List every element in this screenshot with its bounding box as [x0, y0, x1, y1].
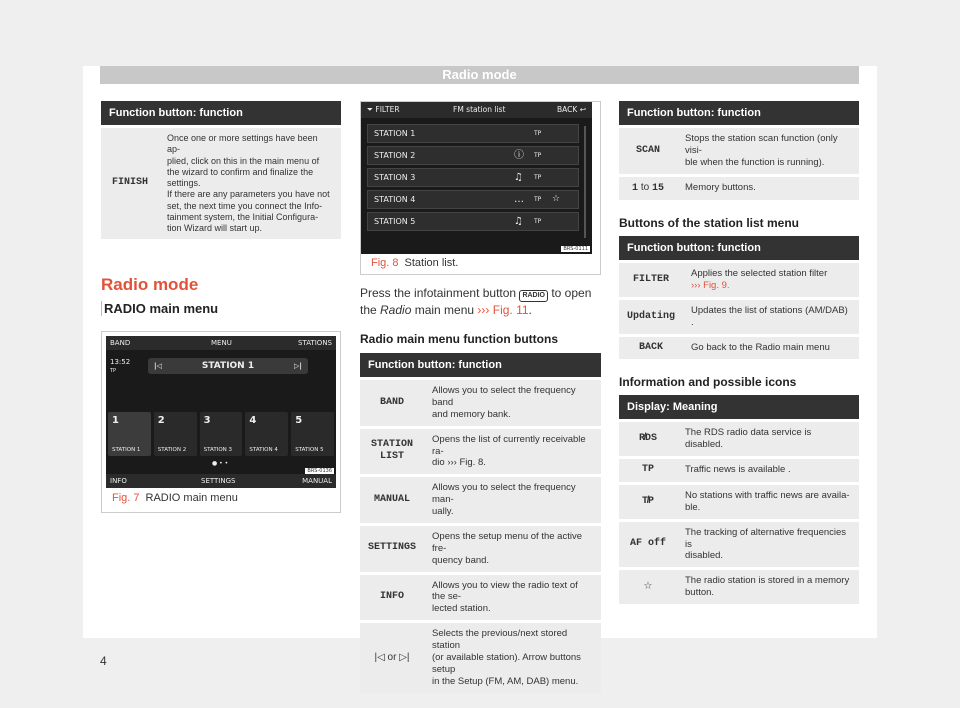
subsection-title: RADIO main menu — [101, 301, 341, 316]
table-key: Updating — [619, 298, 683, 335]
preset-button[interactable] — [200, 412, 243, 456]
table-key: BAND — [360, 379, 424, 428]
table-key: STATION LIST — [360, 427, 424, 476]
table-row — [619, 421, 859, 458]
section-title: Radio mode — [101, 275, 199, 295]
station-list-item[interactable] — [367, 146, 579, 165]
finish-table — [101, 101, 341, 239]
figure-label: Fig. 7 — [112, 492, 140, 504]
preset-label: STATION 3 — [203, 447, 233, 453]
table-row — [619, 335, 859, 359]
station-list — [367, 124, 579, 234]
table-header: Function button: function — [619, 236, 859, 262]
preset-row — [108, 412, 334, 456]
tp-label: TP — [534, 130, 542, 137]
station-list-item[interactable] — [367, 190, 579, 209]
figure-caption: Fig. 7 RADIO main menu — [112, 492, 238, 504]
subheading: Buttons of the station list menu — [619, 216, 799, 231]
station-display — [148, 358, 308, 374]
table-key: BACK — [619, 335, 683, 359]
skip-forward-icon: ▷| — [399, 651, 410, 663]
table-row — [619, 298, 859, 335]
table-row — [360, 427, 601, 476]
table-desc: Opens the setup menu of the active fre- quency band. — [424, 524, 601, 573]
table-desc: Once one or more settings have been ap- plied, click on this in the main menu of the wizard to confirm and finalize the settings. If there are any parameters you have not set, the next time you connect the Info- tainment system, the Initial Configura- tion Wizard will start up. — [159, 127, 341, 240]
preset-number: 1 — [112, 415, 119, 426]
table-desc: The tracking of alternative frequencies is disabled. — [677, 520, 859, 569]
tp-label: TP — [534, 152, 542, 159]
station-list-buttons-table — [619, 236, 859, 359]
table-desc: Go back to the Radio main menu — [683, 335, 859, 359]
preset-label: STATION 2 — [157, 447, 187, 453]
table-key — [619, 569, 677, 604]
figure-ref[interactable]: ››› Fig. 11 — [477, 303, 529, 317]
column-3 — [619, 101, 859, 604]
info-button[interactable]: INFO — [110, 477, 127, 485]
table-header: Function button: function — [101, 101, 341, 127]
table-row — [619, 520, 859, 569]
table-desc: Memory buttons. — [677, 175, 859, 200]
figure-code: BRS-0111 — [563, 246, 588, 252]
station-name: STATION 5 — [374, 217, 416, 226]
band-button[interactable]: BAND — [110, 339, 131, 347]
table-row — [619, 457, 859, 483]
table-row — [619, 569, 859, 604]
table-desc: No stations with traffic news are availa- ble. — [677, 483, 859, 520]
text-icon: … — [514, 194, 524, 205]
tp-indicator: TP — [110, 368, 117, 374]
scan-table — [619, 101, 859, 200]
table-row — [360, 573, 601, 622]
table-key: SETTINGS — [360, 524, 424, 573]
list-title: FM station list — [453, 105, 506, 114]
star-icon: ☆ — [643, 578, 653, 595]
table-key: SCAN — [619, 127, 677, 176]
table-header: Function button: function — [360, 353, 601, 379]
table-row — [619, 127, 859, 176]
rds-crossed-icon: R̸DS — [638, 432, 657, 444]
music-note-icon: ♫ — [514, 216, 523, 227]
column-2 — [360, 353, 601, 693]
tp-crossed-icon: T̸P — [641, 495, 654, 507]
station-name: STATION 4 — [374, 195, 416, 204]
table-desc: Traffic news is available . — [677, 457, 859, 483]
table-header: Display: Meaning — [619, 395, 859, 421]
table-desc: Updates the list of stations (AM/DAB) . — [683, 298, 859, 335]
music-note-icon: ♫ — [514, 172, 523, 183]
table-row — [360, 476, 601, 525]
page-dots: ● • • — [212, 460, 229, 467]
running-header: Radio mode — [100, 66, 859, 84]
column-1 — [101, 101, 341, 316]
next-station-icon[interactable]: ▷| — [294, 362, 302, 370]
subheading: Information and possible icons — [619, 375, 797, 390]
preset-number: 5 — [295, 415, 303, 426]
radio-key-icon: RADIO — [519, 290, 548, 302]
station-list-item[interactable] — [367, 124, 579, 143]
table-row — [101, 127, 341, 240]
back-arrow-icon: ↩ — [579, 105, 586, 114]
skip-back-icon: |◁ — [374, 651, 385, 663]
radio-main-menu-screen — [106, 336, 336, 488]
preset-button[interactable] — [291, 412, 334, 456]
station-name: STATION 1 — [374, 129, 416, 138]
table-desc: Allows you to select the frequency man- ually. — [424, 476, 601, 525]
stations-button[interactable]: STATIONS — [298, 339, 332, 347]
table-key: 1 to 15 — [619, 175, 677, 200]
table-desc: Opens the list of currently receivable ra- dio ››› Fig. 8. — [424, 427, 601, 476]
station-name: STATION 2 — [374, 151, 416, 160]
table-key: FILTER — [619, 262, 683, 299]
station-list-item[interactable] — [367, 168, 579, 187]
station-title: STATION 1 — [201, 361, 255, 371]
table-row — [360, 379, 601, 428]
table-row — [619, 483, 859, 520]
tp-label: TP — [534, 218, 542, 225]
back-button[interactable]: BACK ↩ — [557, 105, 586, 114]
table-header: Function button: function — [619, 101, 859, 127]
scrollbar[interactable] — [584, 126, 586, 238]
table-key: FINISH — [101, 127, 159, 240]
table-desc: Stops the station scan function (only visi- ble when the function is running). — [677, 127, 859, 176]
table-key: |◁ or ▷| — [360, 622, 424, 693]
filter-button[interactable]: ⏷ FILTER — [367, 105, 400, 114]
radio-buttons-table — [360, 353, 601, 693]
prev-station-icon[interactable]: |◁ — [154, 362, 162, 370]
station-list-item[interactable] — [367, 212, 579, 231]
clock: 13:52 — [110, 358, 131, 366]
station-name: STATION 3 — [374, 173, 416, 182]
table-desc: Applies the selected station filter ››› Fig. 9. — [683, 262, 859, 299]
menu-button[interactable]: MENU — [211, 339, 232, 347]
table-row — [619, 175, 859, 200]
station-list-screen — [361, 102, 592, 254]
preset-number: 2 — [157, 415, 165, 426]
table-desc: The RDS radio data service is disabled. — [677, 421, 859, 458]
table-key: TP — [619, 457, 677, 483]
figure-label: Fig. 8 — [371, 257, 399, 269]
manual-button[interactable]: MANUAL — [302, 477, 332, 485]
filter-icon: ⏷ — [367, 105, 373, 114]
tp-label: TP — [534, 174, 542, 181]
page-number: 4 — [100, 654, 107, 668]
preset-number: 3 — [203, 415, 211, 426]
table-key: INFO — [360, 573, 424, 622]
table-key: MANUAL — [360, 476, 424, 525]
tp-label: TP — [534, 196, 542, 203]
preset-label: STATION 4 — [249, 447, 278, 453]
subheading: Radio main menu function buttons — [360, 332, 558, 346]
table-row — [360, 524, 601, 573]
table-key: AF off — [619, 520, 677, 569]
preset-button[interactable] — [108, 412, 151, 456]
star-icon[interactable]: ☆ — [552, 194, 561, 204]
info-icon: ⓘ — [514, 150, 524, 161]
figure-8 — [360, 101, 601, 275]
preset-number: 4 — [249, 415, 257, 426]
intro-paragraph: Press the infotainment button RADIO to open the Radio main menu ››› Fig. 11. — [360, 286, 592, 317]
figure-caption: Fig. 8 Station list. — [371, 257, 459, 269]
settings-button[interactable]: SETTINGS — [201, 477, 236, 485]
table-row — [360, 622, 601, 693]
figure-code: BRS-0136 — [307, 468, 332, 474]
table-key — [619, 421, 677, 458]
table-desc: Allows you to view the radio text of the se- lected station. — [424, 573, 601, 622]
table-key — [619, 483, 677, 520]
preset-label: STATION 1 — [112, 447, 141, 453]
preset-label: STATION 5 — [295, 447, 324, 453]
icons-table — [619, 395, 859, 604]
figure-7 — [101, 331, 341, 513]
table-row — [619, 262, 859, 299]
preset-button[interactable] — [154, 412, 197, 456]
table-desc: Allows you to select the frequency band and memory bank. — [424, 379, 601, 428]
preset-button[interactable] — [245, 412, 288, 456]
table-desc: Selects the previous/next stored station (or available station). Arrow buttons setup in the Setup (FM, AM, DAB) menu. — [424, 622, 601, 693]
table-desc: The radio station is stored in a memory button. — [677, 569, 859, 604]
